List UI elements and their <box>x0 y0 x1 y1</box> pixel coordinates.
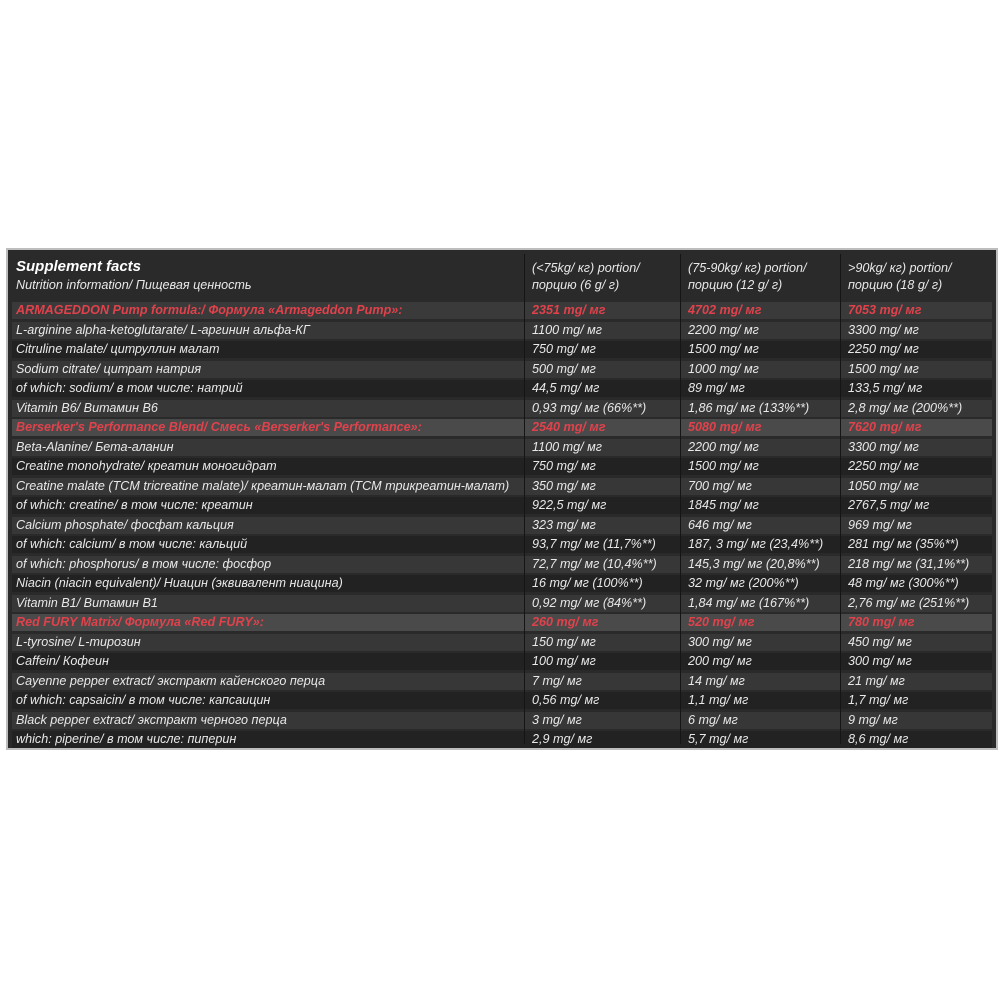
table-row <box>12 478 992 495</box>
table-subtitle: Nutrition information/ Пищевая ценность <box>16 278 252 292</box>
ingredient-amount: 450 mg/ мг <box>848 634 912 649</box>
ingredient-amount: 21 mg/ мг <box>848 673 905 688</box>
ingredient-name: Creatine malate (TCM tricreatine malate)/ креатин-малат (TCM трикреатин-малат) <box>16 478 510 493</box>
ingredient-name: Berserker's Performance Blend/ Смесь «Berserker's Performance»: <box>16 420 422 434</box>
column-header-line: (<75kg/ кг) portion/ <box>532 261 640 275</box>
ingredient-amount: 281 mg/ мг (35%**) <box>848 537 959 551</box>
ingredient-amount: 260 mg/ мг <box>532 615 599 629</box>
section-row <box>12 614 992 631</box>
ingredient-amount: 3300 mg/ мг <box>848 439 919 454</box>
ingredient-amount: 2200 mg/ мг <box>688 439 759 454</box>
column-header-large <box>848 260 952 294</box>
table-row <box>12 400 992 417</box>
ingredient-name: of which: phosphorus/ в том числе: фосфор <box>16 556 272 571</box>
ingredient-amount: 44,5 mg/ мг <box>532 381 600 395</box>
ingredient-amount: 2250 mg/ мг <box>848 342 919 356</box>
table-row <box>12 341 992 358</box>
ingredient-amount: 7620 mg/ мг <box>848 420 922 434</box>
column-header-line: (75-90kg/ кг) portion/ <box>688 261 807 275</box>
ingredient-amount: 2767,5 mg/ мг <box>848 498 930 512</box>
ingredient-amount: 0,92 mg/ мг (84%**) <box>532 595 647 610</box>
ingredient-amount: 8,6 mg/ мг <box>848 732 909 746</box>
ingredient-amount: 7 mg/ мг <box>532 673 582 688</box>
ingredient-amount: 16 mg/ мг (100%**) <box>532 576 643 590</box>
ingredient-amount: 2540 mg/ мг <box>532 420 606 434</box>
ingredient-amount: 32 mg/ мг (200%**) <box>688 576 799 590</box>
column-header-small <box>532 260 640 294</box>
table-row <box>12 380 992 397</box>
column-header-line: порцию (18 g/ г) <box>848 278 943 292</box>
ingredient-amount: 750 mg/ мг <box>532 342 596 356</box>
table-title: Supplement facts <box>16 258 142 275</box>
ingredient-amount: 300 mg/ мг <box>848 654 912 668</box>
ingredient-amount: 646 mg/ мг <box>688 517 752 532</box>
ingredient-amount: 1,86 mg/ мг (133%**) <box>688 400 810 415</box>
column-header-line: >90kg/ кг) portion/ <box>848 261 952 275</box>
column-header-medium <box>688 260 807 294</box>
supplement-facts-panel <box>6 248 998 750</box>
ingredient-amount: 323 mg/ мг <box>532 517 596 532</box>
table-row <box>12 517 992 534</box>
table-row <box>12 712 992 729</box>
ingredient-amount: 48 mg/ мг (300%**) <box>848 576 959 590</box>
ingredient-amount: 1,1 mg/ мг <box>688 693 749 707</box>
ingredient-name: Niacin (niacin equivalent)/ Ниацин (эквивалент ниацина) <box>16 576 343 590</box>
ingredient-amount: 3 mg/ мг <box>532 712 582 727</box>
ingredient-name: of which: sodium/ в том числе: натрий <box>16 381 243 395</box>
section-row <box>12 419 992 436</box>
table-row <box>12 653 992 670</box>
ingredient-amount: 1,7 mg/ мг <box>848 693 909 707</box>
ingredient-amount: 218 mg/ мг (31,1%**) <box>848 556 970 571</box>
ingredient-amount: 0,56 mg/ мг <box>532 693 600 707</box>
table-row <box>12 731 992 748</box>
ingredient-amount: 5,7 mg/ мг <box>688 732 749 746</box>
ingredient-name: Sodium citrate/ цитрат натрия <box>16 361 202 376</box>
ingredient-amount: 2200 mg/ мг <box>688 322 759 337</box>
ingredient-amount: 750 mg/ мг <box>532 459 596 473</box>
ingredient-amount: 145,3 mg/ мг (20,8%**) <box>688 556 820 571</box>
ingredient-amount: 5080 mg/ мг <box>688 420 762 434</box>
table-row <box>12 595 992 612</box>
column-header-line: порцию (12 g/ г) <box>688 278 783 292</box>
ingredient-name: L-tyrosine/ L-тирозин <box>16 634 141 649</box>
ingredient-amount: 1100 mg/ мг <box>532 439 602 454</box>
ingredient-amount: 200 mg/ мг <box>688 654 752 668</box>
ingredient-amount: 780 mg/ мг <box>848 615 915 629</box>
ingredient-amount: 3300 mg/ мг <box>848 322 919 337</box>
table-row <box>12 497 992 514</box>
table-row <box>12 322 992 339</box>
ingredient-name: Caffein/ Кофеин <box>16 654 109 668</box>
ingredient-name: Cayenne pepper extract/ экстракт кайенского перца <box>16 673 326 688</box>
ingredient-amount: 93,7 mg/ мг (11,7%**) <box>532 537 656 551</box>
ingredient-name: Vitamin B6/ Витамин B6 <box>16 400 158 415</box>
ingredient-amount: 14 mg/ мг <box>688 673 745 688</box>
ingredient-name: Calcium phosphate/ фосфат кальция <box>16 517 234 532</box>
ingredient-amount: 2,76 mg/ мг (251%**) <box>848 595 970 610</box>
ingredient-amount: 150 mg/ мг <box>532 634 596 649</box>
ingredient-amount: 700 mg/ мг <box>688 478 752 493</box>
ingredient-amount: 72,7 mg/ мг (10,4%**) <box>532 556 657 571</box>
ingredient-amount: 1500 mg/ мг <box>688 342 759 356</box>
ingredient-amount: 4702 mg/ мг <box>688 303 762 317</box>
ingredient-amount: 2351 mg/ мг <box>532 303 606 317</box>
ingredient-amount: 350 mg/ мг <box>532 478 596 493</box>
ingredient-name: which: piperine/ в том числе: пиперин <box>16 732 237 746</box>
table-header <box>12 254 992 298</box>
ingredient-name: ARMAGEDDON Pump formula:/ Формула «Armageddon Pump»: <box>16 303 403 317</box>
column-header-line: порцию (6 g/ г) <box>532 278 620 292</box>
ingredient-amount: 1,84 mg/ мг (167%**) <box>688 595 810 610</box>
ingredient-amount: 2250 mg/ мг <box>848 459 919 473</box>
ingredient-name: Citruline malate/ цитруллин малат <box>16 342 220 356</box>
ingredient-amount: 969 mg/ мг <box>848 517 912 532</box>
ingredient-name: Red FURY Matrix/ Формула «Red FURY»: <box>16 615 264 629</box>
ingredient-amount: 133,5 mg/ мг <box>848 381 923 395</box>
ingredient-amount: 1050 mg/ мг <box>848 478 919 493</box>
ingredient-amount: 100 mg/ мг <box>532 654 596 668</box>
table-row <box>12 634 992 651</box>
ingredient-name: of which: capsaicin/ в том числе: капсаицин <box>16 693 271 707</box>
column-divider <box>680 254 681 744</box>
ingredient-amount: 7053 mg/ мг <box>848 303 922 317</box>
table-row <box>12 439 992 456</box>
ingredient-name: of which: calcium/ в том числе: кальций <box>16 537 248 551</box>
ingredient-amount: 1000 mg/ мг <box>688 361 759 376</box>
ingredient-name: of which: creatine/ в том числе: креатин <box>16 498 253 512</box>
ingredient-amount: 1500 mg/ мг <box>688 459 759 473</box>
column-divider <box>524 254 525 744</box>
ingredient-amount: 2,9 mg/ мг <box>532 732 593 746</box>
section-row <box>12 302 992 319</box>
table-row <box>12 536 992 553</box>
ingredient-name: Black pepper extract/ экстракт черного перца <box>16 712 287 727</box>
table-row <box>12 361 992 378</box>
ingredient-amount: 6 mg/ мг <box>688 712 738 727</box>
ingredient-amount: 1500 mg/ мг <box>848 361 919 376</box>
ingredient-amount: 500 mg/ мг <box>532 361 596 376</box>
ingredient-amount: 187, 3 mg/ мг (23,4%**) <box>688 537 824 551</box>
table-row <box>12 458 992 475</box>
ingredient-name: Beta-Alanine/ Бета-аланин <box>16 439 174 454</box>
ingredient-amount: 300 mg/ мг <box>688 634 752 649</box>
ingredient-amount: 89 mg/ мг <box>688 381 745 395</box>
ingredient-name: Creatine monohydrate/ креатин моногидрат <box>16 459 277 473</box>
table-row <box>12 575 992 592</box>
ingredient-amount: 0,93 mg/ мг (66%**) <box>532 400 647 415</box>
column-divider <box>840 254 841 744</box>
ingredient-amount: 2,8 mg/ мг (200%**) <box>848 400 963 415</box>
ingredient-name: Vitamin B1/ Витамин B1 <box>16 595 158 610</box>
ingredient-amount: 922,5 mg/ мг <box>532 498 607 512</box>
ingredient-amount: 1845 mg/ мг <box>688 498 759 512</box>
table-row <box>12 692 992 709</box>
table-row <box>12 556 992 573</box>
ingredient-name: L-arginine alpha-ketoglutarate/ L-аргинин альфа-КГ <box>16 322 310 337</box>
ingredient-amount: 1100 mg/ мг <box>532 322 602 337</box>
ingredient-amount: 9 mg/ мг <box>848 712 898 727</box>
table-row <box>12 673 992 690</box>
ingredient-amount: 520 mg/ мг <box>688 615 755 629</box>
